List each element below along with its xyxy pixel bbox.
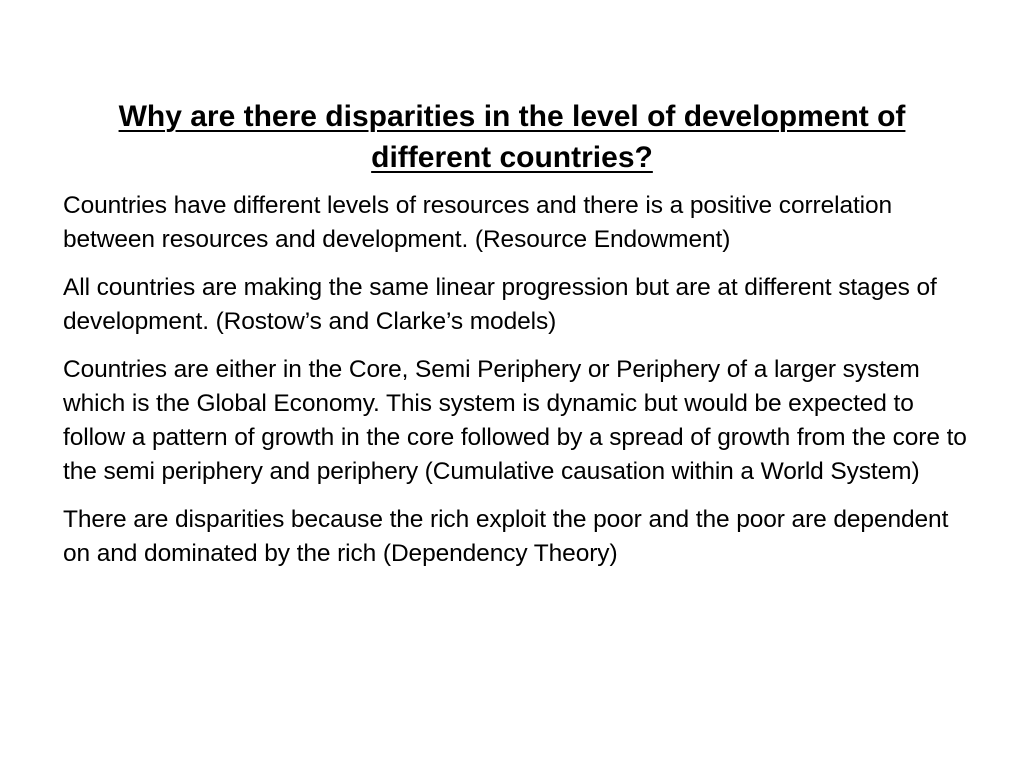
paragraph-rostow-clarke: All countries are making the same linear progression but are at different stages of development. (Rostow’s and Clarke’s models) bbox=[63, 274, 937, 335]
slide-title: Why are there disparities in the level of development of different countries? bbox=[118, 100, 906, 174]
paragraph-world-system: Countries are either in the Core, Semi Periphery or Periphery of a larger system which is the Global Economy. This system is dynamic but would be expected to follow a pattern of growth in the core followed by a spread of growth from the core to the semi periphery and periphery (Cumulative causation within a World System) bbox=[63, 356, 967, 485]
slide-body bbox=[63, 189, 968, 585]
paragraph-resource-endowment: Countries have different levels of resources and there is a positive correlation between resources and development. (Resource Endowment) bbox=[63, 192, 893, 253]
paragraph-dependency-theory: There are disparities because the rich exploit the poor and the poor are dependent on and dominated by the rich (Dependency Theory) bbox=[63, 506, 949, 567]
